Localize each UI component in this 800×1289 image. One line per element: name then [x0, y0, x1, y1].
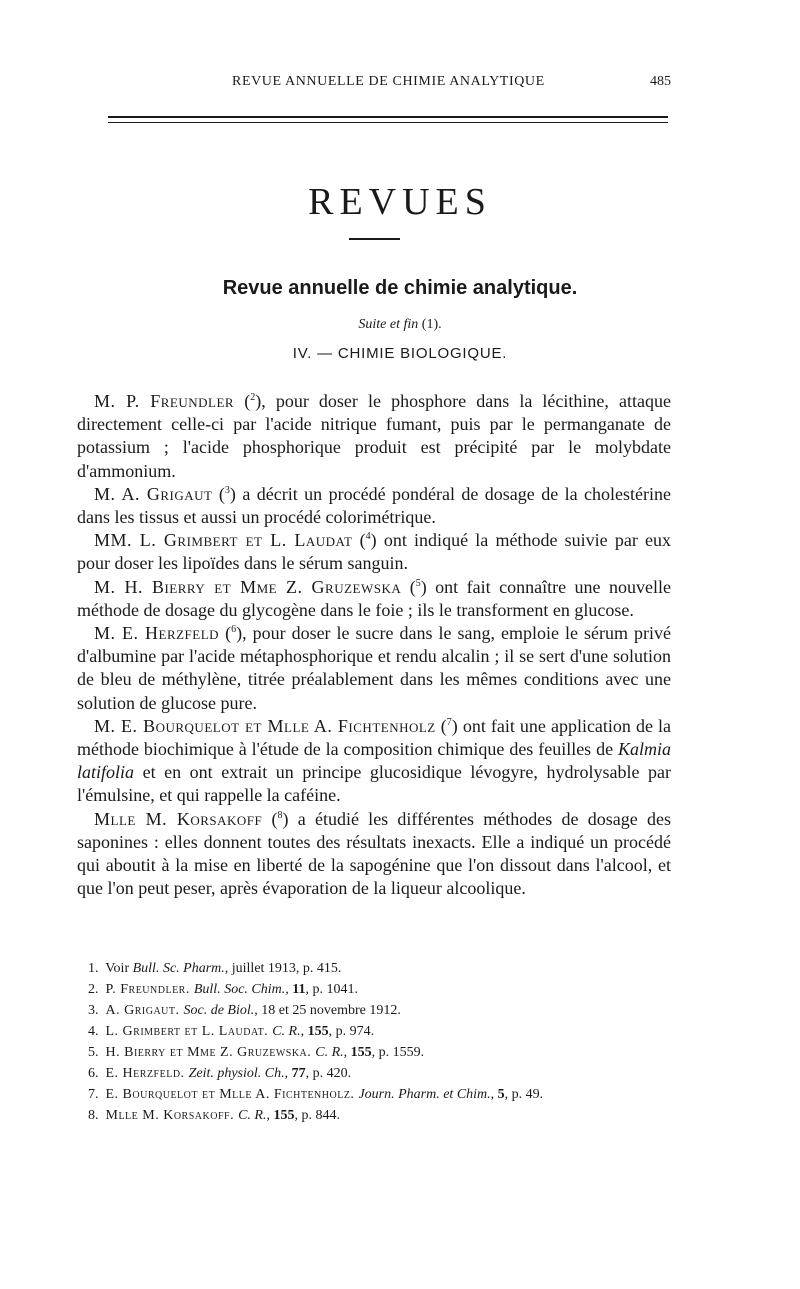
footnote-author: H. Bierry et Mme Z. Gruzewska. — [105, 1045, 316, 1060]
author: Mlle M. Korsakoff — [94, 808, 263, 829]
running-head — [0, 74, 800, 94]
footnote-journal: Journ. Pharm. et Chim. — [358, 1087, 491, 1102]
paragraph-text: et en ont extrait un principe glucosidique lévogyre, hydrolysable par l'émulsine, et qui rappelle la caféine. — [77, 762, 671, 806]
footnote-ref: 6 — [231, 624, 237, 636]
footnote-number: 2. — [88, 982, 99, 997]
footnote-ref: 4 — [365, 531, 371, 543]
footnote-author: Mlle M. Korsakoff. — [105, 1108, 239, 1123]
suite-text: Suite et fin — [358, 317, 419, 332]
footnote: 5. H. Bierry et Mme Z. Gruzewska. C. R., 155, p. 1559. — [88, 1042, 688, 1063]
footnote-author: L. Grimbert et L. Laudat. — [105, 1024, 273, 1039]
footnote-number: 1. — [88, 961, 99, 976]
footnote-author: E. Bourquelot et Mlle A. Fichtenholz. — [105, 1087, 359, 1102]
footnote: 7. E. Bourquelot et Mlle A. Fichtenholz. Journ. Pharm. et Chim., 5, p. 49. — [88, 1084, 688, 1105]
paragraph-freundler: M. P. Freundler ($^2$), pour doser le phosphore dans la lécithine, attaque directement celle-ci par l'acide nitrique fumant, puis par le permanganate de potassium ; l'acide phosphorique produit est précipité par le molybdate d'ammonium. — [77, 391, 671, 481]
footnote-ref: 2 — [250, 392, 256, 403]
footnote-author: E. Herzfeld. — [105, 1066, 189, 1081]
footnote-details: , 18 et 25 novembre 1912. — [254, 1003, 401, 1018]
footnote: 2. P. Freundler. Bull. Soc. Chim., 11, p. 1041. — [88, 979, 688, 1000]
footnote-details: , p. 420. — [305, 1066, 352, 1081]
author: M. A. Grigaut — [94, 483, 213, 504]
footnote: 8. Mlle M. Korsakoff. C. R., 155, p. 844. — [88, 1105, 688, 1126]
footnote-details: , p. 1041. — [305, 982, 358, 997]
paragraph-text: ont fait une application de la méthode biochimique à l'étude de la composition chimique des feuilles de — [77, 715, 671, 760]
footnote — [88, 958, 688, 979]
footnote-volume: 5 — [497, 1087, 505, 1102]
running-title: REVUE ANNUELLE DE CHIMIE ANALYTIQUE — [232, 74, 545, 89]
paragraph-bierry: M. H. Bierry et Mme Z. Gruzewska ($^5$) ont fait connaître une nouvelle méthode de dosage du glycogène dans le foie ; ils le transforment en glucose. — [77, 576, 671, 620]
paragraph-herzfeld: M. E. Herzfeld ($^6$), pour doser le sucre dans le sang, emploie le sérum privé d'albumine par l'acide métaphosphorique et rendu alcalin ; il se sert d'une solution de bleu de méthylène, titrée préalablement dans les mêmes conditions avec une solution de glucose pure. — [77, 623, 671, 713]
paragraph-text: ont indiqué la méthode suivie par eux pour doser les lipoïdes dans le sérum sanguin. — [77, 530, 672, 574]
footnote-ref: 8 — [277, 809, 283, 821]
title-rule — [349, 238, 400, 240]
author: MM. L. Grimbert et L. Laudat — [94, 530, 353, 551]
author: M. E. Herzfeld — [94, 623, 220, 644]
section-heading: IV. — CHIMIE BIOLOGIQUE. — [292, 345, 508, 362]
footnote-author: Voir — [105, 961, 133, 976]
body-text — [77, 390, 671, 900]
footnote — [88, 1000, 688, 1021]
footnote-volume: 155 — [273, 1108, 295, 1123]
footnote-number: 4. — [88, 1024, 99, 1039]
page-title: REVUES — [308, 181, 492, 223]
footnote-ref: 7 — [446, 716, 452, 728]
footnote-volume: 11 — [292, 982, 306, 997]
article-subtitle: Revue annuelle de chimie analytique. — [222, 277, 578, 299]
header-rule-thick — [108, 116, 668, 118]
footnote-number: 7. — [88, 1087, 99, 1102]
footnote-number: 8. — [88, 1108, 99, 1123]
footnote-volume: 155 — [307, 1024, 329, 1039]
footnote-details: , p. 49. — [504, 1087, 544, 1102]
footnote-details: , juillet 1913, p. 415. — [224, 961, 342, 976]
footnote-details: , p. 974. — [328, 1024, 375, 1039]
footnote: 4. L. Grimbert et L. Laudat. C. R., 155, p. 974. — [88, 1021, 688, 1042]
footnote-journal: Soc. de Biol. — [183, 1003, 255, 1018]
footnote-author: P. Freundler. — [105, 982, 194, 997]
footnote-journal: C. R. — [315, 1045, 344, 1060]
footnote-volume: 155 — [350, 1045, 372, 1060]
paragraph-text: a étudié les différentes méthodes de dosage des saponines : elles donnent toutes des résultats inexacts. Elle a indiqué un procédé qui aboutit à la mise en liberté de la sapogénine que l'on dissout dans l'alcool, et que l'on peut peser, après évaporation de la liqueur alcoolique. — [77, 808, 671, 899]
footnote-details: , p. 1559. — [371, 1045, 425, 1060]
footnote-journal: Bull. Soc. Chim. — [193, 982, 286, 997]
footnote-details: , p. 844. — [294, 1108, 340, 1123]
author: M. P. Freundler — [94, 391, 235, 411]
footnote-volume: 77 — [291, 1066, 306, 1081]
footnote-journal: C. R. — [238, 1108, 267, 1123]
author: M. H. Bierry et Mme Z. Gruzewska — [94, 576, 402, 597]
footnote-number: 5. — [88, 1045, 99, 1060]
footnote-ref: 5 — [415, 577, 421, 589]
footnote-ref: 3 — [224, 484, 230, 496]
footnote-journal: C. R. — [272, 1024, 301, 1039]
footnotes — [88, 958, 688, 1126]
paragraph-text: , pour doser le phosphore dans la lécithine, attaque directement celle-ci par l'acide nitrique fumant, puis par le permanganate de potassium ; l'acide phosphorique produit est précipité par le molybdate d'ammonium. — [77, 391, 671, 481]
footnote-number: 3. — [88, 1003, 99, 1018]
paragraph-grimbert: MM. L. Grimbert et L. Laudat ($^4$) ont indiqué la méthode suivie par eux pour doser les lipoïdes dans le sérum sanguin. — [77, 530, 672, 574]
suite-line — [0, 316, 800, 334]
paragraph-grigaut: M. A. Grigaut ($^3$) a décrit un procédé pondéral de dosage de la cholestérine dans les tissus et aussi un procédé colorimétrique. — [77, 483, 672, 528]
paragraph-text: , pour doser le sucre dans le sang, emploie le sérum privé d'albumine par l'acide métaphosphorique et rendu alcalin ; il se sert d'une solution de bleu de méthylène, titrée préalablement dans les mêmes conditions avec une solution de glucose pure. — [77, 623, 671, 713]
footnote-journal: Zeit. physiol. Ch. — [188, 1066, 285, 1081]
paragraph-text: ont fait connaître une nouvelle méthode de dosage du glycogène dans le foie ; ils le transforment en glucose. — [77, 576, 671, 620]
paragraph-text: a décrit un procédé pondéral de dosage de la cholestérine dans les tissus et aussi un procédé colorimétrique. — [77, 483, 672, 528]
footnote-journal: Bull. Sc. Pharm. — [132, 961, 225, 976]
page-number: 485 — [650, 74, 671, 89]
footnote: 6. E. Herzfeld. Zeit. physiol. Ch., 77, p. 420. — [88, 1063, 688, 1084]
footnote-author: A. Grigaut. — [105, 1003, 184, 1018]
footnote-number: 6. — [88, 1066, 99, 1081]
species-name: Kalmia latifolia — [77, 739, 671, 783]
header-rule-thin — [108, 122, 668, 123]
suite-note: (1). — [421, 317, 442, 332]
author: M. E. Bourquelot et Mlle A. Fichtenholz — [94, 715, 436, 736]
paragraph-korsakoff: Mlle M. Korsakoff ($^8$) a étudié les différentes méthodes de dosage des saponines : elles donnent toutes des résultats inexacts. Elle a indiqué un procédé qui aboutit à la mise en liberté de la sapogénine que l'on dissout dans l'alcool, et que l'on peut peser, après évaporation de la liqueur alcoolique. — [77, 808, 671, 899]
paragraph-bourquelot: M. E. Bourquelot et Mlle A. Fichtenholz ($^7$) ont fait une application de la méthode biochimique à l'étude de la composition chimique des feuilles de Kalmia latifolia et en ont extrait un principe glucosidique lévogyre, hydrolysable par l'émulsine, et qui rappelle la caféine. — [77, 715, 671, 806]
